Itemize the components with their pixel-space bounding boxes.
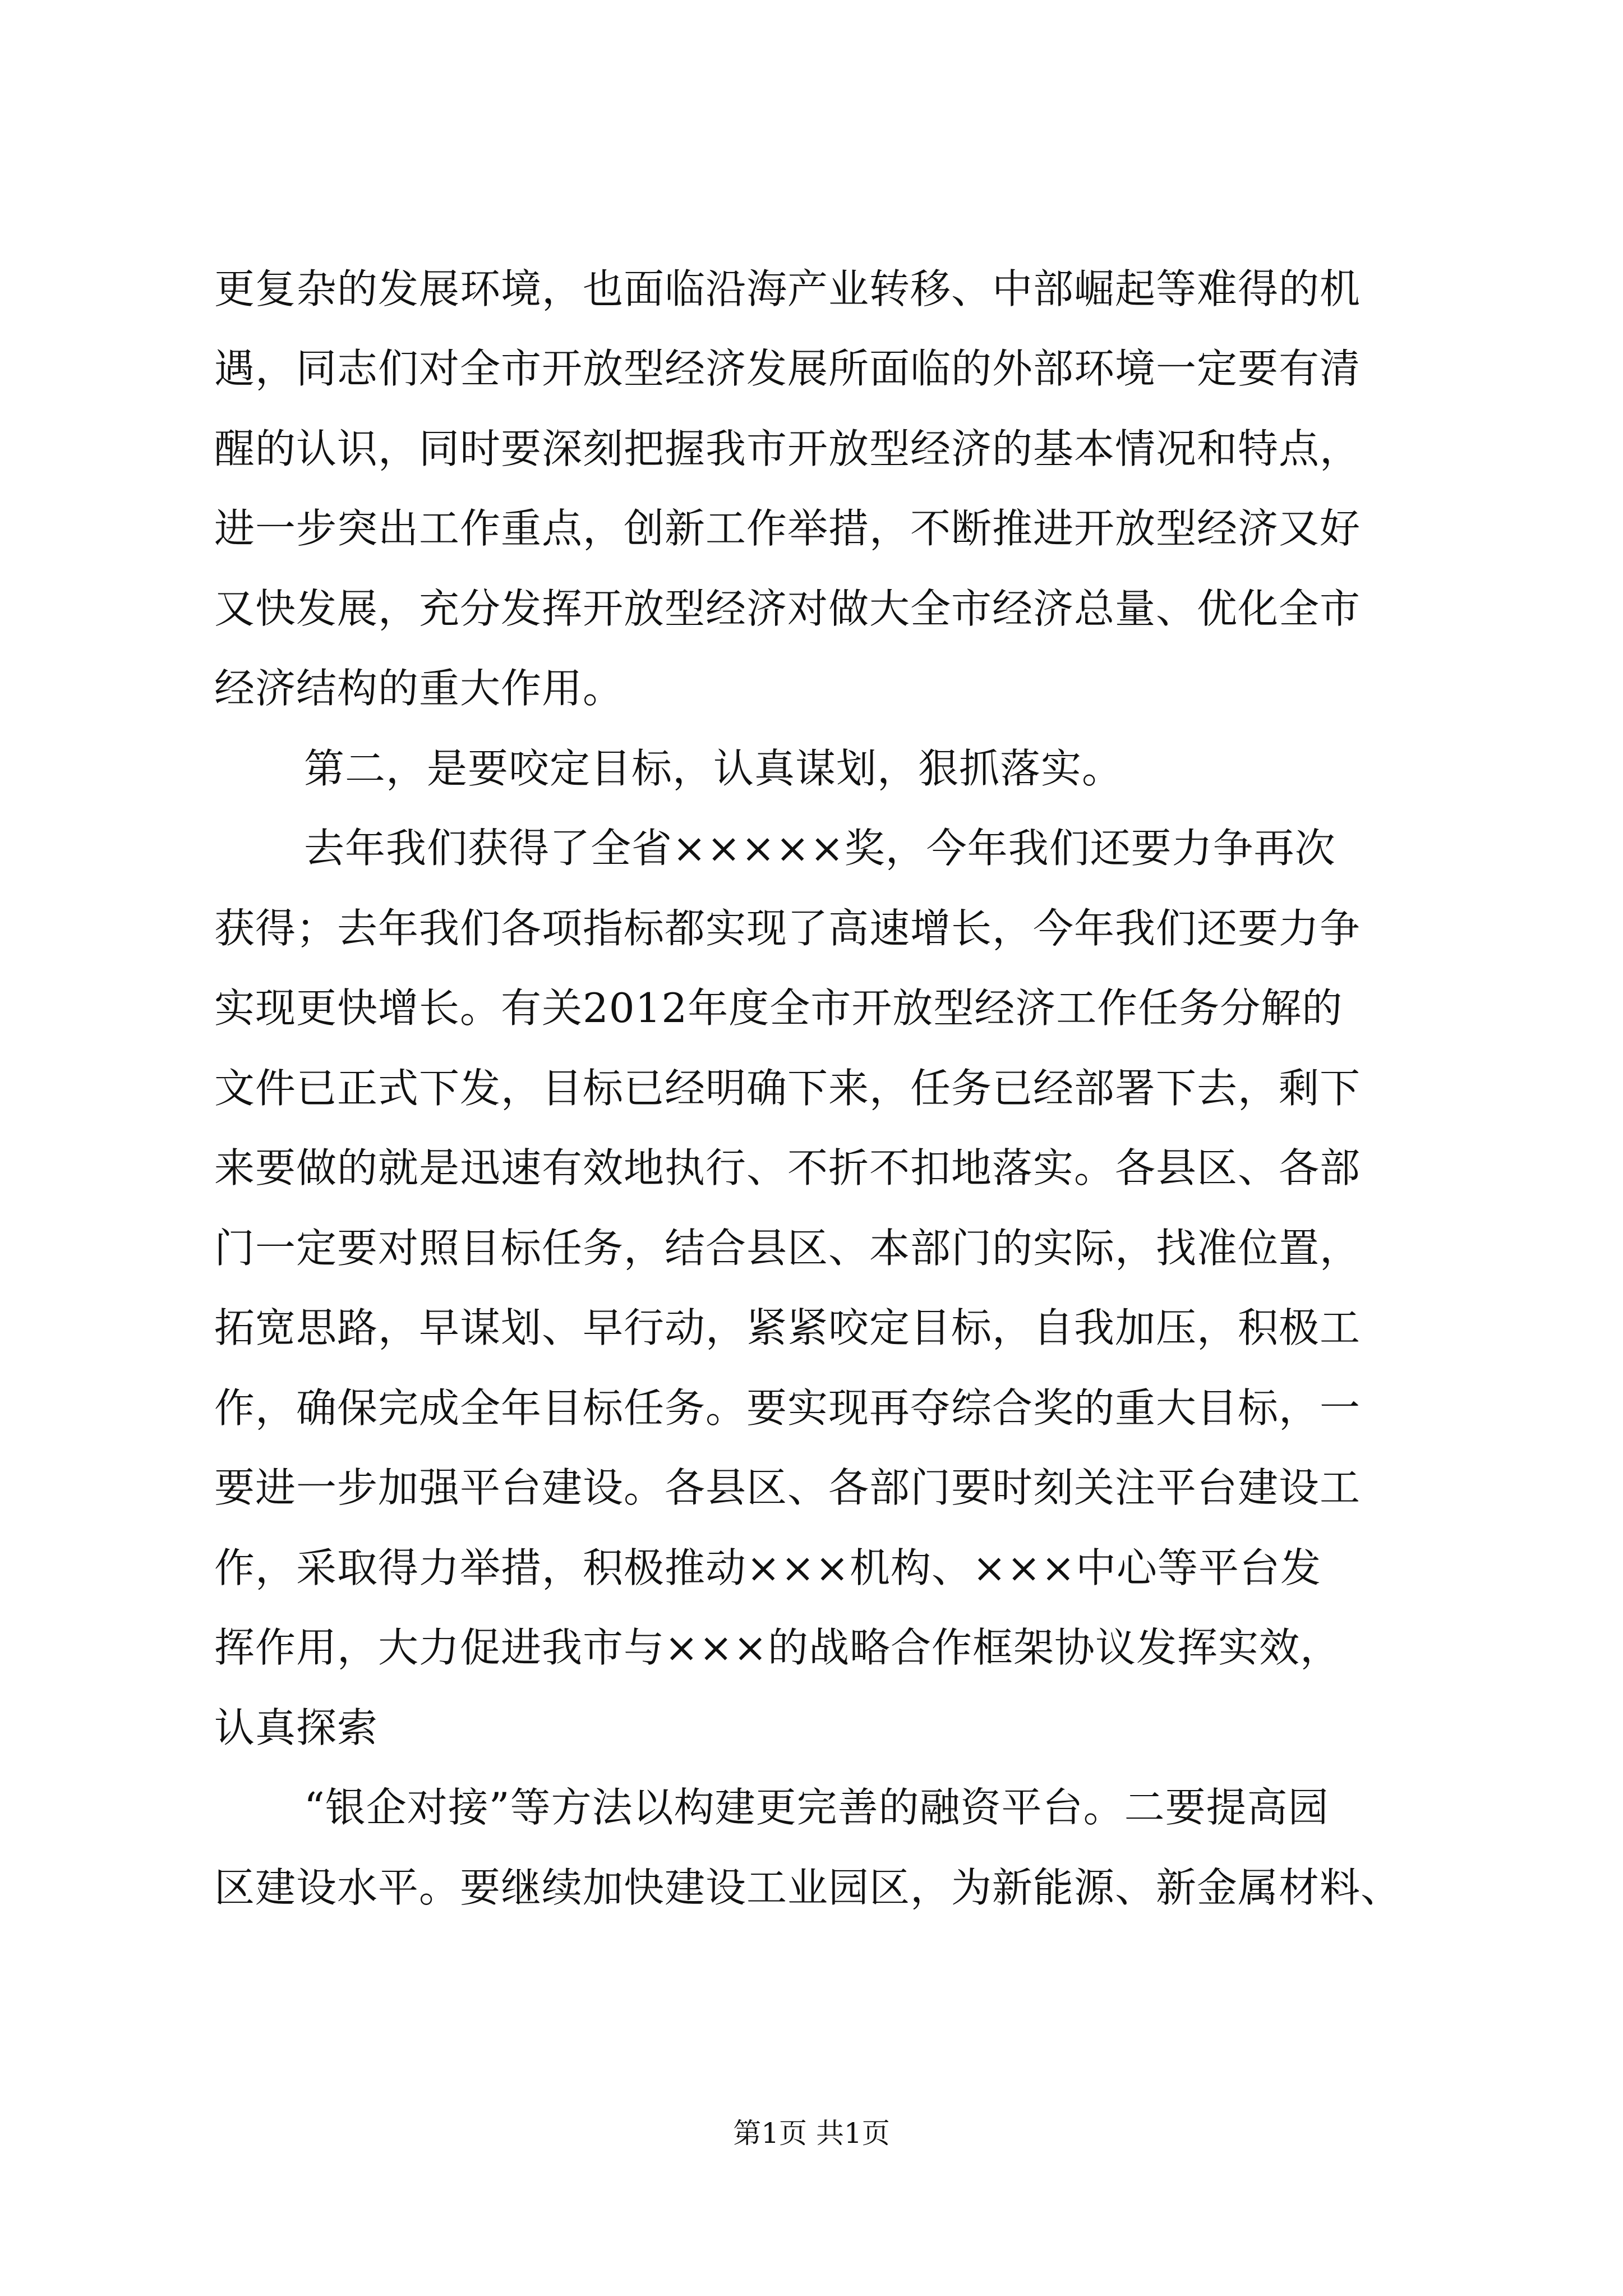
text-line: 进一步突出工作重点，创新工作举措，不断推进开放型经济又好 [214,505,1361,552]
text-line: 要进一步加强平台建设。各县区、各部门要时刻关注平台建设工 [214,1464,1361,1511]
text-line: 拓宽思路，早谋划、早行动，紧紧咬定目标，自我加压，积极工 [214,1304,1361,1351]
page-number-footer: 第1页 共1页 [733,2117,890,2150]
text-line: 经济结构的重大作用。 [214,665,624,712]
text-line: 文件已正式下发，目标已经明确下来，任务已经部署下去，剩下 [214,1065,1361,1112]
text-line: 醒的认识，同时要深刻把握我市开放型经济的基本情况和特点， [214,425,1361,472]
text-line: “银企对接”等方法以构建更完善的融资平台。二要提高园 [304,1784,1329,1831]
section-heading: 第二，是要咬定目标，认真谋划，狠抓落实。 [304,745,1123,792]
text-line: 认真探索 [214,1704,379,1751]
text-line: 去年我们获得了全省×××××奖，今年我们还要力争再次 [304,825,1336,872]
text-line: 获得；去年我们各项指标都实现了高速增长，今年我们还要力争 [214,905,1361,952]
text-line: 挥作用，大力促进我市与×××的战略合作框架协议发挥实效， [214,1624,1341,1671]
text-line: 遇，同志们对全市开放型经济发展所面临的外部环境一定要有清 [214,345,1361,392]
text-line: 作，采取得力举措，积极推动×××机构、×××中心等平台发 [214,1544,1321,1591]
text-line: 更复杂的发展环境，也面临沿海产业转移、中部崛起等难得的机 [214,265,1361,312]
text-line: 门一定要对照目标任务，结合县区、本部门的实际，找准位置， [214,1225,1361,1272]
text-line: 来要做的就是迅速有效地执行、不折不扣地落实。各县区、各部 [214,1144,1361,1191]
text-line: 作，确保完成全年目标任务。要实现再夺综合奖的重大目标，一 [214,1384,1361,1432]
text-line: 区建设水平。要继续加快建设工业园区，为新能源、新金属材料、 [214,1864,1402,1911]
text-line: 实现更快增长。有关2012年度全市开放型经济工作任务分解的 [214,984,1343,1032]
text-line: 又快发展，充分发挥开放型经济对做大全市经济总量、优化全市 [214,585,1361,632]
